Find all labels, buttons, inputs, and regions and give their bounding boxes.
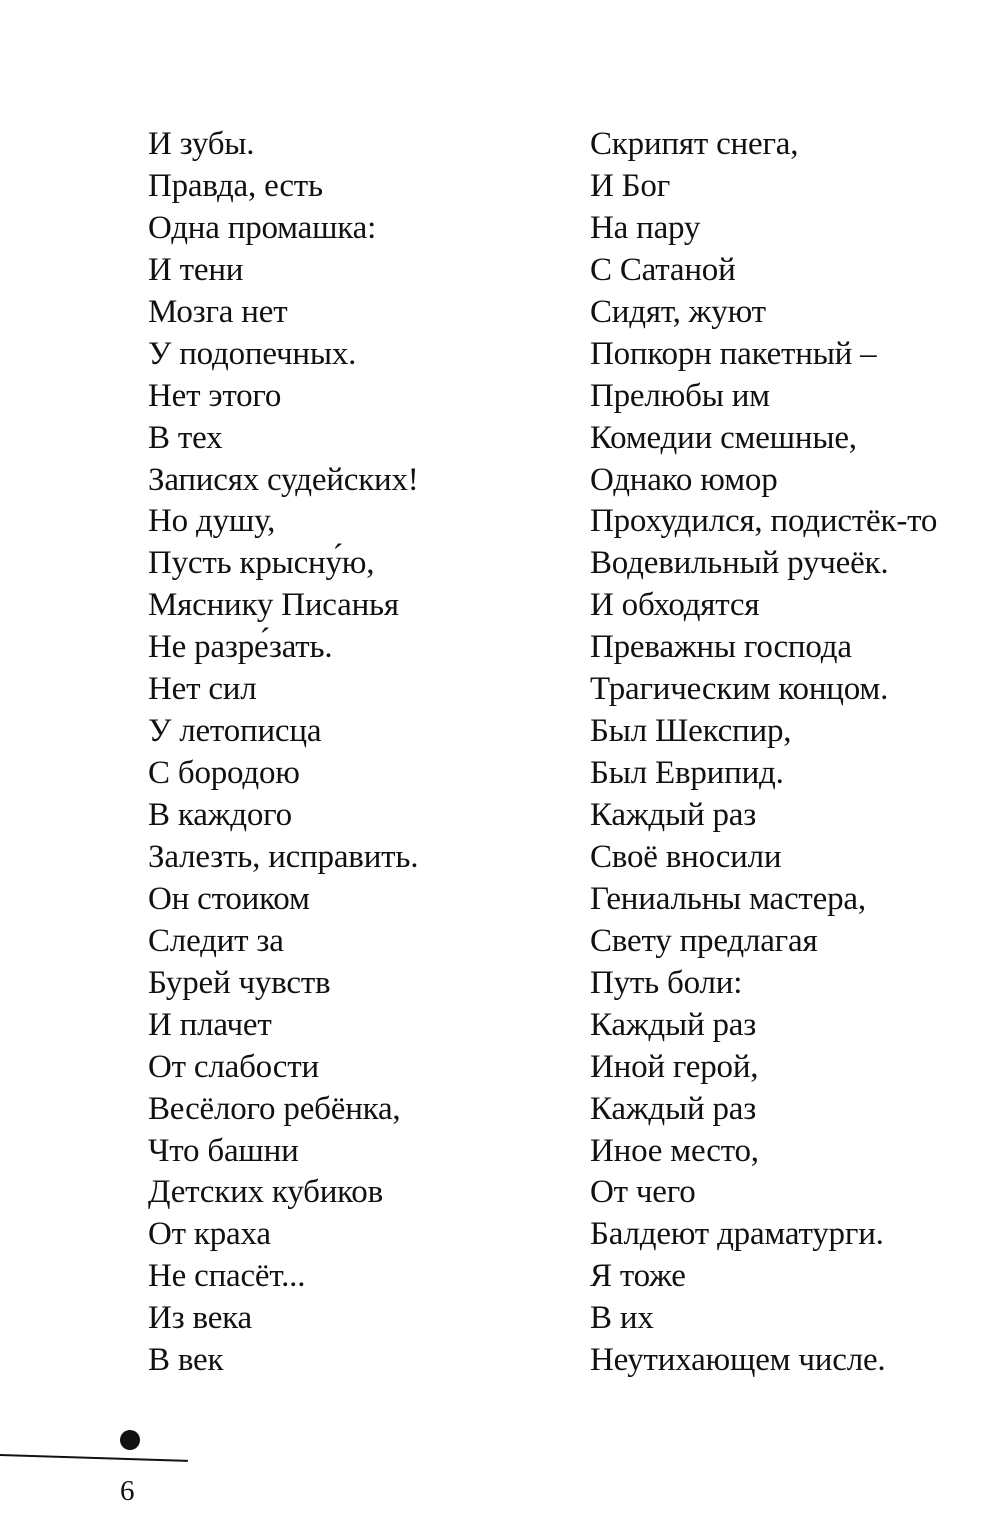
poem-line: Я тоже xyxy=(590,1258,686,1295)
poem-line: Пусть крысну́ю, xyxy=(148,545,375,582)
poem-line: В тех xyxy=(148,419,223,456)
poem-line: Нет этого xyxy=(148,377,282,414)
poem-line: Неутихающем числе. xyxy=(590,1342,886,1379)
poem-line: Из века xyxy=(148,1300,252,1337)
poem-line: Записях судейских! xyxy=(148,461,419,498)
poem-line: Залезть, исправить. xyxy=(148,838,419,875)
poem-line: В век xyxy=(148,1342,224,1379)
poem-line: От чего xyxy=(590,1174,696,1211)
poem-line: Путь боли: xyxy=(590,964,743,1001)
poem-line: Был Еврипид. xyxy=(590,755,784,792)
poem-line: Бурей чувств xyxy=(148,964,331,1001)
poem-line: Мозга нет xyxy=(148,293,288,330)
poem-line: И плачет xyxy=(148,1006,272,1043)
poem-line: Иной герой, xyxy=(590,1048,759,1085)
poem-line: В каждого xyxy=(148,797,292,833)
poem-column-left xyxy=(148,124,548,1382)
poem-line: Попкорн пакетный – xyxy=(590,335,877,372)
poem-line: Преважны господа xyxy=(590,629,852,666)
poem-line: Водевильный ручеёк. xyxy=(590,545,889,582)
poem-line: Одна промашка: xyxy=(148,209,377,246)
poem-line: От краха xyxy=(148,1216,271,1253)
poem-line: В их xyxy=(590,1300,654,1337)
poem-line: Каждый раз xyxy=(590,1006,757,1043)
poem-line: Каждый раз xyxy=(590,797,757,833)
poem-line: Скрипят снега, xyxy=(590,126,799,162)
folio-dot-icon xyxy=(120,1430,140,1450)
poem-line: Был Шекспир, xyxy=(590,713,792,750)
poem-line: Но душу, xyxy=(148,503,276,540)
poem-line: Правда, есть xyxy=(148,167,323,204)
poem-line: У летописца xyxy=(148,713,322,750)
poem-line: И зубы. xyxy=(148,126,255,162)
poem-line: И тени xyxy=(148,251,244,288)
poem-column-right xyxy=(590,124,990,1382)
poem-line: Однако юмор xyxy=(590,461,778,498)
poem-line: Мяснику Писанья xyxy=(148,587,399,624)
poem-line: И Бог xyxy=(590,167,671,204)
folio-rule xyxy=(0,1454,188,1462)
poem-line: Не спасёт... xyxy=(148,1258,306,1295)
poem-line: От слабости xyxy=(148,1048,319,1085)
poem-line: Он стоиком xyxy=(148,880,310,917)
poem-line: Прохудился, подистёк-то xyxy=(590,503,938,540)
poem-line: Каждый раз xyxy=(590,1090,757,1127)
poem-line: Сидят, жуют xyxy=(590,293,766,330)
poem-line: Весёлого ребёнка, xyxy=(148,1090,401,1127)
poem-line: Следит за xyxy=(148,922,284,959)
poem-line: Не разре́зать. xyxy=(148,629,333,666)
poem-line: На пару xyxy=(590,209,701,246)
poem-line: У подопечных. xyxy=(148,335,357,372)
poem-line: Своё вносили xyxy=(590,838,782,875)
poem-line: Прелюбы им xyxy=(590,377,770,414)
poem-line: С Сатаной xyxy=(590,251,736,288)
poem-line: И обходятся xyxy=(590,587,760,624)
poem-line: Свету предлагая xyxy=(590,922,818,959)
poem-line: С бородою xyxy=(148,755,300,792)
poem-line: Иное место, xyxy=(590,1132,759,1169)
poem-line: Комедии смешные, xyxy=(590,419,857,456)
page-number: 6 xyxy=(120,1475,135,1507)
poem-line: Что башни xyxy=(148,1132,299,1169)
poem-line: Нет сил xyxy=(148,671,257,708)
poem-line: Трагическим концом. xyxy=(590,671,889,708)
poem-line: Гениальны мастера, xyxy=(590,880,866,917)
poem-line: Балдеют драматурги. xyxy=(590,1216,884,1253)
poem-line: Детских кубиков xyxy=(148,1174,383,1211)
